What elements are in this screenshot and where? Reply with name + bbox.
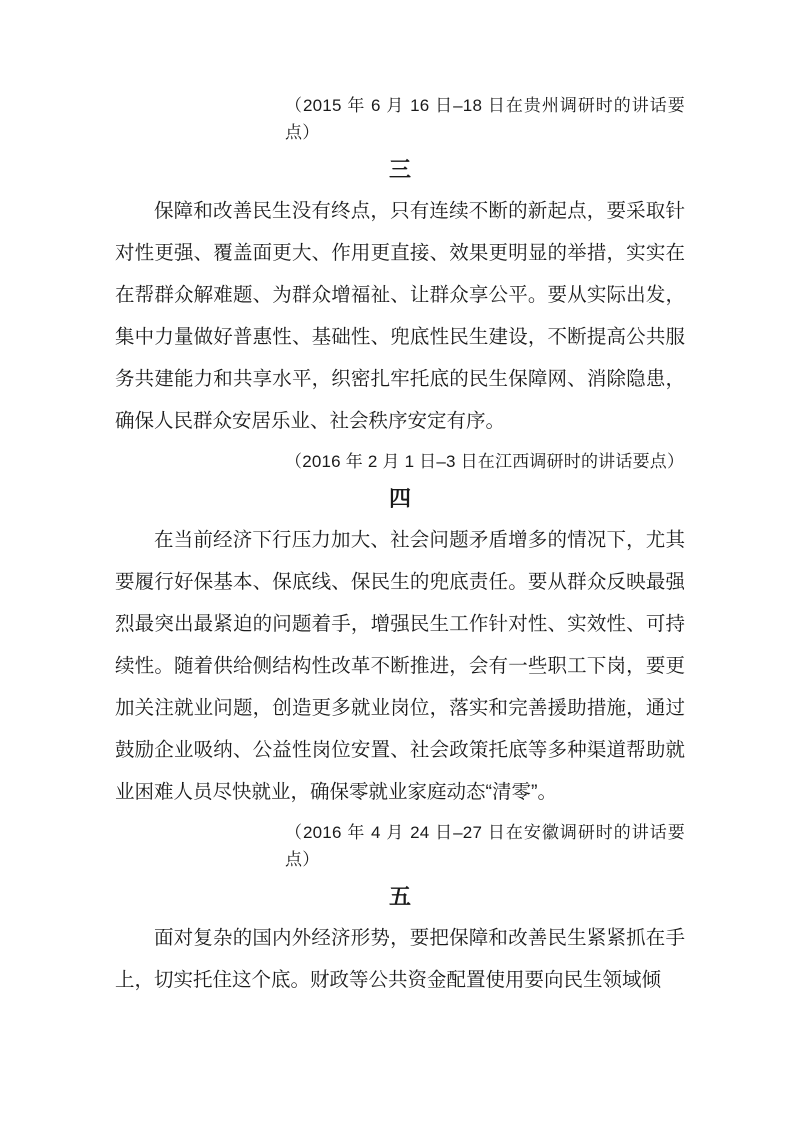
paragraph-livelihood-improvement: 保障和改善民生没有终点，只有连续不断的新起点，要采取针对性更强、覆盖面更大、作用更直接、效果更明显的举措，实实在在帮群众解难题、为群众增福祉、让群众享公平。要从实际出发，集中力量做好普惠性、基础性、兜底性民生建设，不断提高公共服务共建能力和共享水平，织密扎牢托底的民生保障网、消除隐患，确保人民群众安居乐业、社会秩序安定有序。	[115, 200, 685, 432]
citation-anhui-2016: （2016 年 4 月 24 日–27 日在安徽调研时的讲话要点）	[285, 823, 685, 869]
section-heading-four: 四	[388, 486, 411, 511]
section-heading-three: 三	[388, 157, 411, 182]
paragraph-economic-situation: 面对复杂的国内外经济形势，要把保障和改善民生紧紧抓在手上，切实托住这个底。财政等公共资金配置使用要向民生领域倾	[115, 927, 685, 991]
citation-jiangxi-2016: （2016 年 2 月 1 日–3 日在江西调研时的讲话要点）	[285, 452, 685, 471]
paragraph-employment-support: 在当前经济下行压力加大、社会问题矛盾增多的情况下，尤其要履行好保基本、保底线、保民生的兜底责任。要从群众反映最强烈最突出最紧迫的问题着手，增强民生工作针对性、实效性、可持续性。随着供给侧结构性改革不断推进，会有一些职工下岗，要更加关注就业问题，创造更多就业岗位，落实和完善援助措施，通过鼓励企业吸纳、公益性岗位安置、社会政策托底等多种渠道帮助就业困难人员尽快就业，确保零就业家庭动态“清零”。	[115, 529, 685, 803]
citation-guizhou-2015: （2015 年 6 月 16 日–18 日在贵州调研时的讲话要点）	[285, 96, 685, 142]
section-heading-five: 五	[388, 884, 411, 909]
